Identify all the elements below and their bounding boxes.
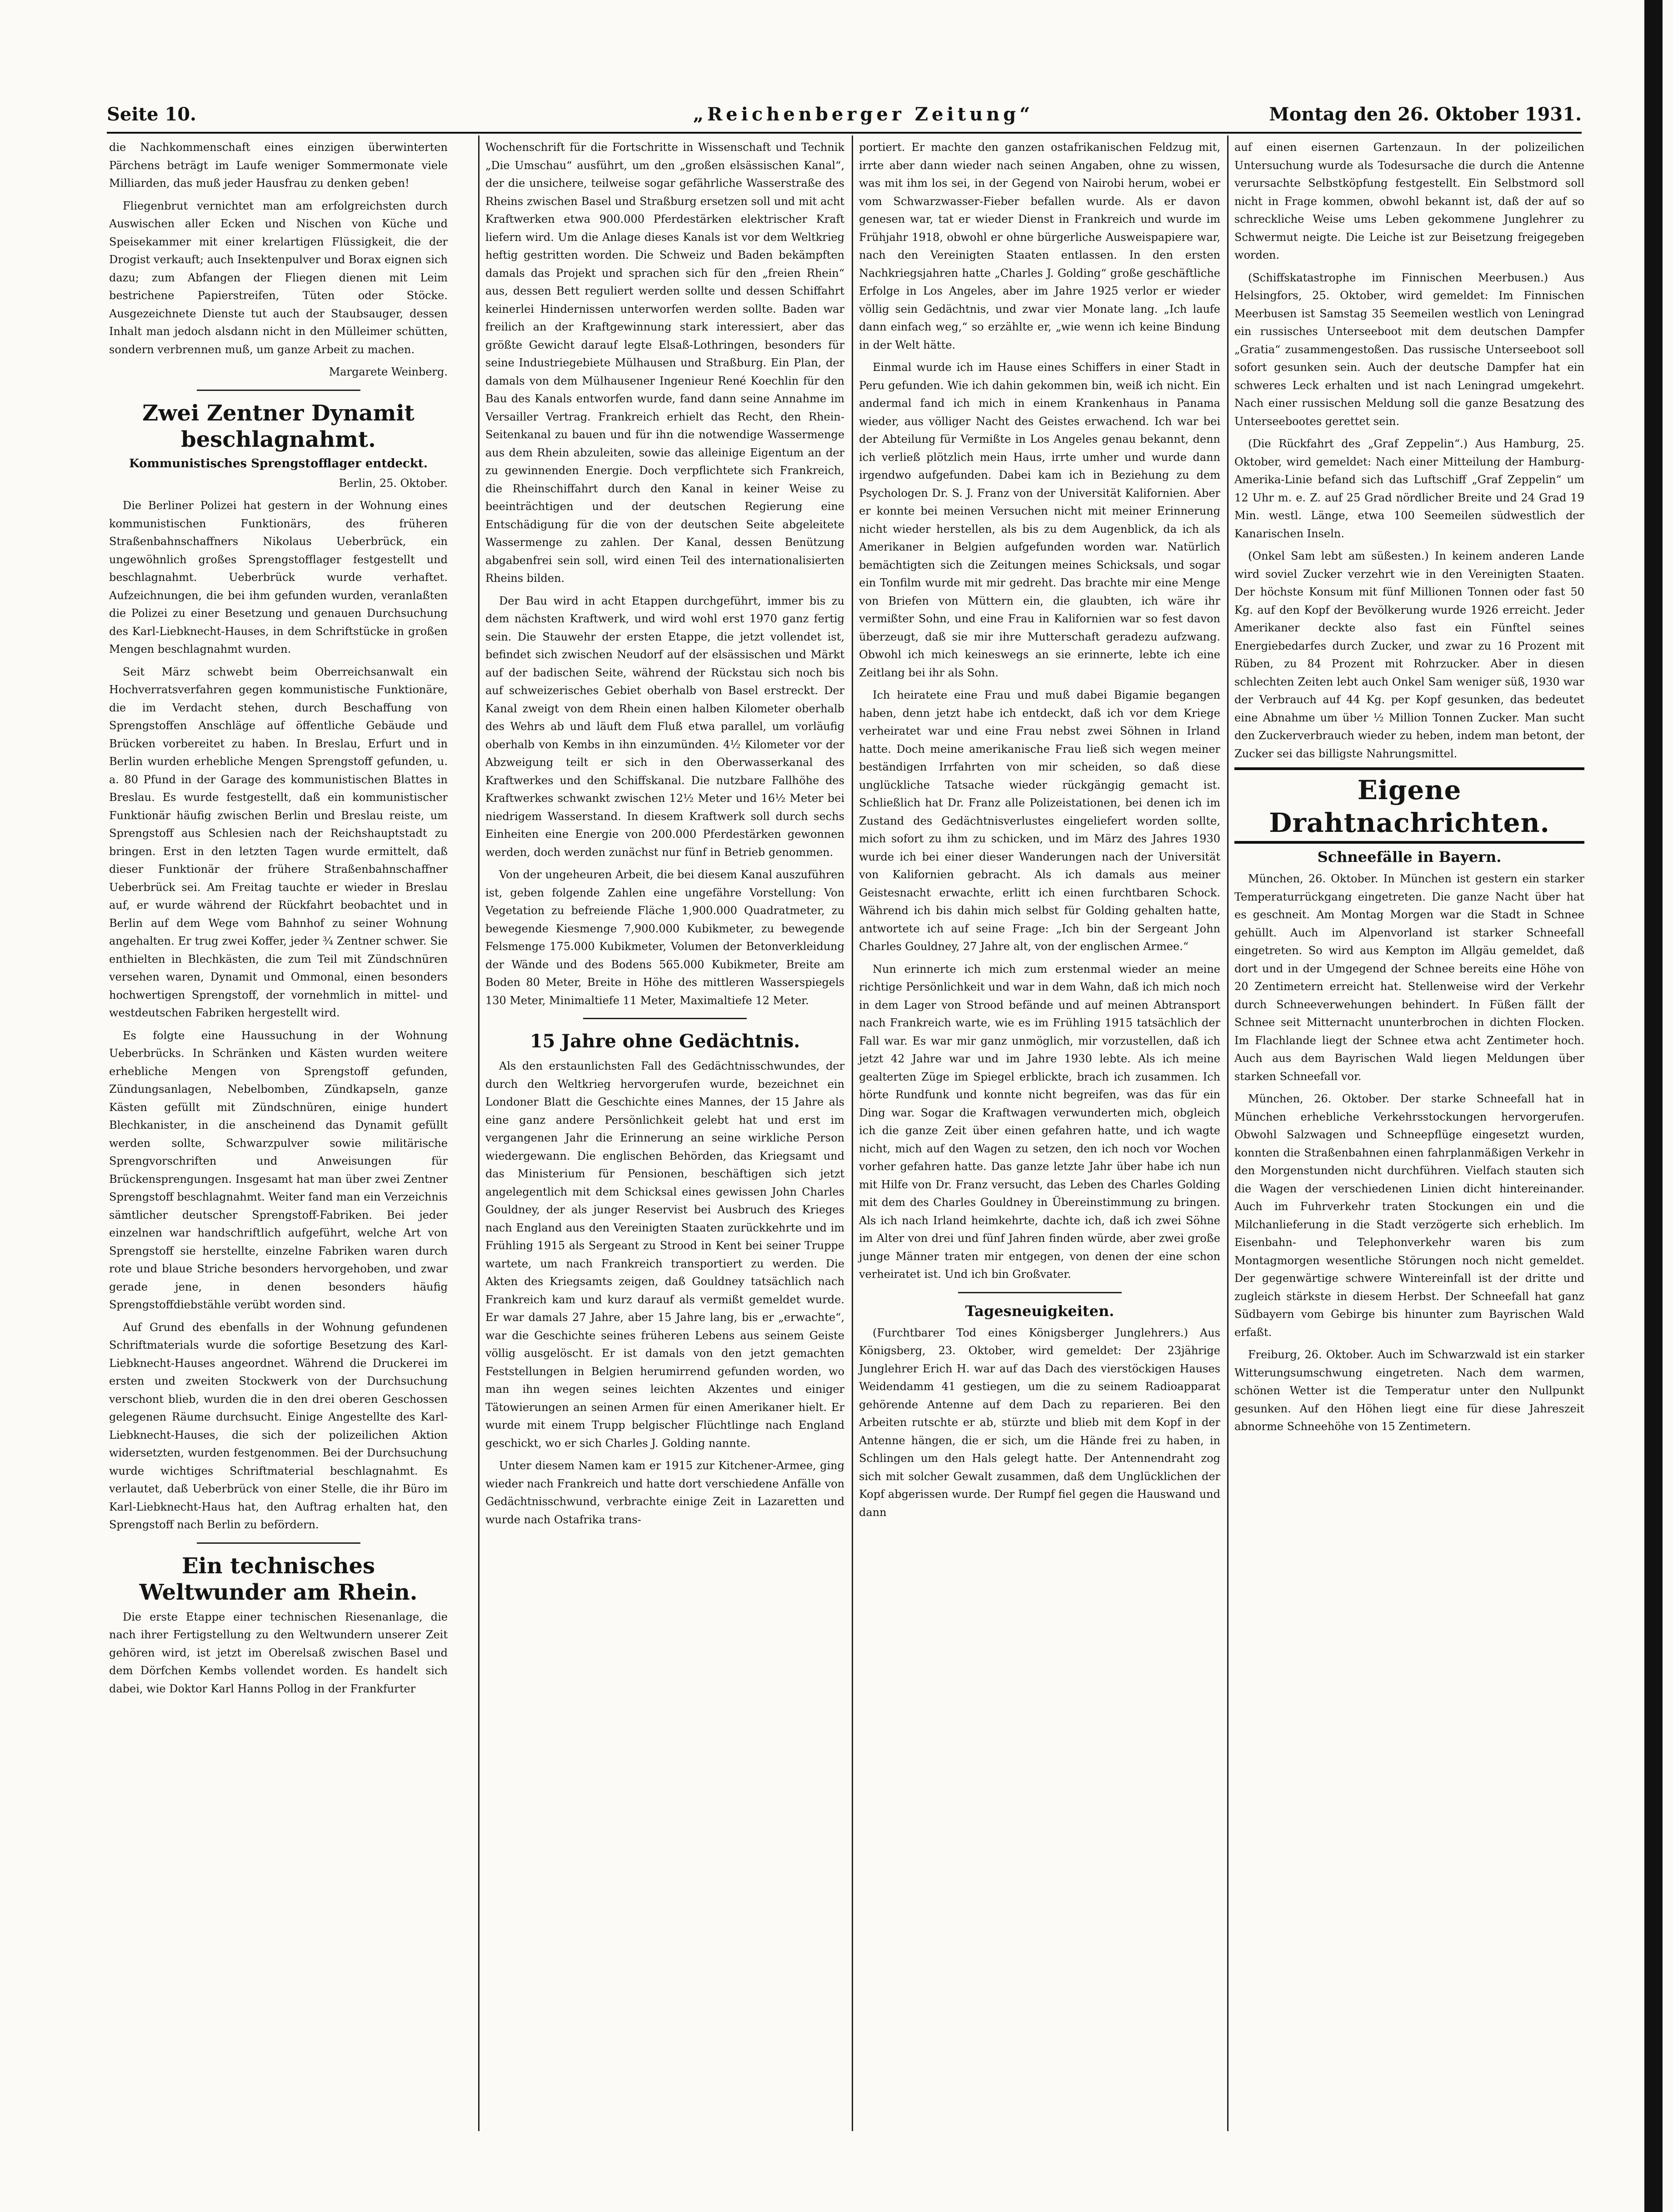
paragraph: (Die Rückfahrt des „Graf Zeppelin“.) Aus Hamburg, 25. Oktober, wird gemeldet: Nach einer Mitteilung der Hamburg-Amerika-Linie befand sich das Luftschiff „Graf Zeppelin“ um 12 Uhr m. e. Z. auf 25 Grad nördlicher Breite und 24 Grad 19 Min. westl. Länge, etwa 100 Seemeilen südwestlich der Kanarischen Inseln. [1234,437,1584,540]
paragraph: Nun erinnerte ich mich zum erstenmal wieder an meine richtige Persönlichkeit und war in dem Wahn, daß ich mich noch in dem Lager von Strood befände und auf meinen Abtransport nach Frankreich warte, wie es im Frühling 1915 tatsächlich der Fall war. Es war mir ganz unmöglich, mir vorzustellen, daß ich jetzt 42 Jahre war und im Jahre 1930 lebte. Als ich meine gealterten Züge im Spiegel erblickte, brach ich zusammen. Ich hörte Rundfunk und konnte nicht begreifen, was das für ein Ding war. Sogar die Kraftwagen verwunderten mich, obgleich ich die ganze Zeit über einen gefahren hatte, und ich wagte nicht, mich auf den Wagen zu setzen, den ich noch vor Wochen vorher gefahren hatte. Das ganze letzte Jahr über habe ich nun mit Hilfe von Dr. Franz versucht, das Leben des Charles Golding mit dem des Charles Gouldney in Übereinstimmung zu bringen. Als ich nach Irland heimkehrte, dachte ich, daß ich zwei Söhne im Alter von drei und fünf Jahren finden würde, aber zwei große junge Männer traten mir entgegen, von denen der eine schon verheiratet ist. Und ich bin Großvater. [859,962,1220,1281]
paragraph: Die erste Etappe einer technischen Riesenanlage, die nach ihrer Fertigstellung zu den Weltwundern unserer Zeit gehören wird, ist jetzt im Oberelsaß zwischen Basel und dem Dörfchen Kembs vollendet worden. Es handelt sich dabei, wie Doktor Karl Hanns Pollog in der Frankfurter [109,1610,448,1695]
paragraph: die Nachkommenschaft eines einzigen überwinterten Pärchens beträgt im Laufe weniger Sommermonate viele Milliarden, das muß jeder Hausfrau zu denken geben! [109,141,448,190]
divider [958,1292,1122,1293]
newspaper-title: „Reichenberger Zeitung“ [693,104,1034,125]
column-3 [859,139,1220,1526]
column-4 [1234,139,1584,1441]
author-signature: Margarete Weinberg. [329,365,448,378]
paragraph: Freiburg, 26. Oktober. Auch im Schwarzwald ist ein starker Witterungsumschwung eingetreten. Nach dem warmen, schönen Wetter ist die Temperatur unter den Nullpunkt gesunken. Auf den Höhen liegt eine für diese Jahreszeit abnorme Schneehöhe von 15 Zentimetern. [1234,1348,1584,1433]
paragraph: München, 26. Oktober. In München ist gestern ein starker Temperaturrückgang eingetreten. Die ganze Nacht über hat es geschneit. Am Montag Morgen war die Stadt in Schnee gehüllt. Auch im Alpenvorland ist starker Schneefall eingetreten. So wird aus Kempton im Allgäu gemeldet, daß dort und in der Umgegend der Schnee bereits eine Höhe von 20 Zentimetern erreicht hat. Stellenweise wird der Verkehr durch Schneeverwehungen behindert. In Füßen fällt der Schnee seit Mitternacht ununterbrochen in dichten Flocken. Im Flachlande liegt der Schnee etwa acht Zentimeter hoch. Auch aus dem Bayrischen Wald liegen Meldungen über starken Schneefall vor. [1234,872,1584,1083]
paragraph: Wochenschrift für die Fortschritte in Wissenschaft und Technik „Die Umschau“ ausführt, um den „großen elsässischen Kanal“, der die unsichere, teilweise sogar gefährliche Wasserstraße des Rheins zwischen Basel und Straßburg ersetzen soll und mit acht Kraftwerken etwa 900.000 Pferdestärken elektrischer Kraft liefern wird. Um die Anlage dieses Kanals ist vor dem Weltkrieg heftig gestritten worden. Die Schweiz und Baden bekämpften damals das Projekt und sprachen sich für den „freien Rhein“ aus, dessen Bett reguliert werden sollte und dessen Schiffahrt keinerlei Hindernissen unterworfen werden sollte. Baden war freilich an der Kraftgewinnung stark interessiert, aber das größte Gewicht darauf legte Elsaß-Lothringen, besonders für seine Industriegebiete Mülhausen und Straßburg. Ein Plan, der damals von dem Mülhausener Ingenieur René Koechlin für den Bau des Kanals entworfen wurde, fand dann seine Annahme im Versailler Vertrag. Frankreich erhielt das Recht, den Rhein-Seitenkanal zu bauen und für ihn die notwendige Wassermenge aus dem Rhein abzuleiten, sowie das alleinige Eigentum an der zu gewinnenden Energie. Doch verpflichtete sich Frankreich, die Rheinschiffahrt durch den Kanal in keiner Weise zu beeinträchtigen und der deutschen Regierung eine Entschädigung für die von der deutschen Seite abgeleitete Wassermenge zu zahlen. Der Kanal, dessen Benützung abgabenfrei sein soll, wird einen Teil des internationalisierten Rheins bilden. [485,141,844,585]
article-subheadline: Kommunistisches Sprengstofflager entdeckt. [129,456,428,470]
paragraph: Seit März schwebt beim Oberreichsanwalt ein Hochverratsverfahren gegen kommunistische Funktionäre, die im Verdacht stehen, durch Beschaffung von Sprengstoffen Anschläge auf öffentliche Gebäude und Brücken vorbereitet zu haben. In Breslau, Erfurt und in Berlin wurden erhebliche Mengen Sprengstoff gefunden, u. a. 80 Pfund in der Garage des kommunistischen Blattes in Breslau. Es wurde festgestellt, daß ein kommunistischer Funktionär häufig zwischen Berlin und Breslau reiste, um Sprengstoff aus Schlesien nach der Reichshauptstadt zu bringen. Erst in den letzten Tagen wurde ermittelt, daß dieser Funktionär der frühere Straßenbahnschaffner Ueberbrück sei. Am Freitag tauchte er wieder in Breslau auf, er wurde während der Rückfahrt beobachtet und in Berlin auf dem Wege vom Bahnhof zu seiner Wohnung angehalten. Er trug zwei Koffer, jeder ¾ Zentner schwer. Sie enthielten in Blechkästen, die zum Teil mit Zündschnüren versehen waren, Dynamit und Ommonal, einen besonders hochwertigen Sprengstoff, der vornehmlich in mittel- und westdeutschen Fabriken hergestellt wird. [109,665,448,1019]
article-headline: Zwei Zentner Dynamit beschlagnahmt. [142,400,415,452]
banner-rule [1234,841,1584,844]
article-headline: Schneefälle in Bayern. [1317,848,1502,866]
column-rule [478,135,479,2131]
paragraph: Als den erstaunlichsten Fall des Gedächtnisschwundes, der durch den Weltkrieg hervorgerufen wurde, bezeichnet ein Londoner Blatt die Geschichte eines Mannes, der 15 Jahre als eine ganz andere Persönlichkeit gelebt hat und erst im vergangenen Jahr die Erinnerung an seine wirkliche Person wiedergewann. Die englischen Behörden, das Kriegsamt und das Ministerium für Pensionen, beschäftigen sich jetzt angelegentlich mit dem Schicksal eines gewissen John Charles Gouldney, der als junger Reservist bei Ausbruch des Krieges nach England aus den Vereinigten Staaten zurückkehrte und im Frühling 1915 als Sergeant zu Strood in Kent bei seiner Truppe wartete, um nach Frankreich transportiert zu werden. Die Akten des Kriegsamts zeigen, daß Gouldney tatsächlich nach Frankreich kam und kurz darauf als vermißt gemeldet wurde. Er war damals 27 Jahre, aber 15 Jahre lang, bis er „erwachte“, war die Geschichte seines früheren Lebens aus seinem Geiste völlig ausgelöscht. Er ist damals von den jetzt gemachten Feststellungen in Belgien herumirrend gefunden worden, wo man ihn wegen seines leichten Akzentes und einiger Tätowierungen an seinen Armen für einen Amerikaner hielt. Er wurde mit einem Trupp belgischer Flüchtlinge nach England geschickt, wo er sich Charles J. Golding nannte. [485,1060,844,1450]
paragraph: Auf Grund des ebenfalls in der Wohnung gefundenen Schriftmaterials wurde die sofortige Besetzung des Karl-Liebknecht-Hauses angeordnet. Während die Druckerei im ersten und zweiten Stockwerk von der Durchsuchung verschont blieb, wurden die in den drei oberen Geschossen gelegenen Räume durchsucht. Einige Angestellte des Karl-Liebknecht-Hauses, die sich der polizeilichen Aktion widersetzten, wurden festgenommen. Bei der Durchsuchung wurde wichtiges Schriftmaterial beschlagnahmt. Es verlautet, daß Ueberbrück von einer Stelle, die ihr Büro im Karl-Liebknecht-Haus hat, den Auftrag erhalten hat, den Sprengstoff nach Berlin zu befördern. [109,1321,448,1531]
paragraph: Die Berliner Polizei hat gestern in der Wohnung eines kommunistischen Funktionärs, des früheren Straßenbahnschaffners Nikolaus Ueberbrück, ein ungewöhnlich großes Sprengstofflager festgestellt und beschlagnahmt. Ueberbrück wurde verhaftet. Aufzeichnungen, die bei ihm gefunden wurden, veranlaßten die Polizei zu einer Besetzung und genauen Durchsuchung des Karl-Liebknecht-Hauses, in dem Schriftstücke in großen Mengen beschlagnahmt wurden. [109,499,448,656]
page-header [107,104,1582,135]
paragraph: Von der ungeheuren Arbeit, die bei diesem Kanal auszuführen ist, geben folgende Zahlen eine ungefähre Vorstellung: Von Vegetation zu befreiende Fläche 1,900.000 Quadratmeter, zu bewegende Kiesmenge 7,900.000 Kubikmeter, zu bewegende Felsmenge 175.000 Kubikmeter, Volumen der Betonverkleidung der Wände und des Bodens 565.000 Kubikmeter, Breite am Boden 80 Meter, Breite in Höhe des mittleren Wasserspiegels 130 Meter, Minimaltiefe 11 Meter, Maximaltiefe 12 Meter. [485,868,844,1007]
paragraph: Ich heiratete eine Frau und muß dabei Bigamie begangen haben, denn jetzt habe ich entdeckt, daß ich vor dem Kriege verheiratet war und eine Frau nebst zwei Söhnen in Irland hatte. Doch meine amerikanische Frau ließ sich wegen meiner beständigen Irrfahrten von mir scheiden, so daß diese unglückliche Tatsache wieder rückgängig gemacht ist. Schließlich hat Dr. Franz alle Polizeistationen, bei denen ich im Zustand des Gedächtnisverlustes eingeliefert worden sollte, mich sofort zu ihm zu schicken, und im März des Jahres 1930 wurde ich bei einer dieser Wanderungen nach der Universität von Kalifornien gebracht. Als ich damals aus meiner Geistesnacht erwachte, erlitt ich einen furchtbaren Schock. Während ich bis dahin mich selbst für Golding gehalten hatte, antwortete ich auf seine Frage: „Ich bin der Sergeant John Charles Gouldney, 27 Jahre alt, von der englischen Armee.“ [859,689,1220,953]
column-rule [1227,135,1229,2131]
paragraph: (Schiffskatastrophe im Finnischen Meerbusen.) Aus Helsingfors, 25. Oktober, wird gemeldet: Im Finnischen Meerbusen ist Samstag 35 Seemeilen westlich von Leningrad ein russisches Unterseeboot mit dem deutschen Dampfer „Gratia“ zusammengestoßen. Das russische Unterseeboot soll sofort gesunken sein. Auch der deutsche Dampfer hat ein schweres Leck erhalten und ist nach Leningrad umgekehrt. Nach einer russischen Meldung soll die ganze Besatzung des Unterseebootes gerettet sein. [1234,271,1584,428]
banner-rule [1234,767,1584,770]
article-headline: 15 Jahre ohne Gedächtnis. [529,1031,800,1052]
paragraph: Der Bau wird in acht Etappen durchgeführt, immer bis zu dem nächsten Kraftwerk, und wird wohl erst 1970 ganz fertig sein. Die Stauwehr der ersten Etappe, die jetzt vollendet ist, befindet sich zwischen Neudorf auf der elsässischen und Märkt auf der badischen Seite, während der Rückstau sich noch bis auf schweizerisches Gebiet oberhalb von Basel erstreckt. Der Kanal zweigt von dem Rhein einen halben Kilometer oberhalb des Wehrs ab und läuft dem Fluß etwa parallel, um vorläufig oberhalb von Kembs in ihn einzumünden. 4½ Kilometer vor der Abzweigung teilt er sich in den Oberwasserkanal des Kraftwerkes und den Schiffskanal. Die nutzbare Fallhöhe des Kraftwerkes schwankt zwischen 12½ Meter und 16½ Meter bei niedrigem Wasserstand. In diesem Kraftwerk soll durch sechs Einheiten eine Energie von 200.000 Pferdestärken gewonnen werden, doch werden zunächst nur fünf in Betrieb genommen. [485,594,844,859]
divider [583,1018,747,1019]
paragraph: portiert. Er machte den ganzen ostafrikanischen Feldzug mit, irrte aber dann wieder nach seinen Angaben, ohne zu wissen, was mit ihm los sei, in der Gegend von Nairobi herum, wobei er vom Schwarzwasser-Fieber befallen wurde. Als er davon genesen war, tat er wieder Dienst in Frankreich und wurde im Frühjahr 1918, obwohl er ohne bürgerliche Ausweispapiere war, nach den Vereinigten Staaten entlassen. In den ersten Nachkriegsjahren hatte „Charles J. Golding“ große geschäftliche Erfolge in Los Angeles, aber im Jahre 1925 verlor er wieder völlig sein Gedächtnis, und zwar vier Monate lang. „Ich laufe dann einfach weg,“ so erzählte er, „wie wenn ich keine Bindung in der Welt hätte. [859,141,1220,351]
column-2 [485,139,844,1533]
divider [197,1542,360,1544]
column-1 [109,139,448,1702]
article-headline: Ein technisches Weltwunder am Rhein. [139,1553,418,1605]
paragraph: Einmal wurde ich im Hause eines Schiffers in einer Stadt in Peru gefunden. Wie ich dahin gekommen bin, weiß ich nicht. Ein andermal fand ich mich in einem Krankenhaus in Panama wieder, aus völliger Nacht des Geistes erwachend. Ich war bei der Abteilung für Vermißte in Los Angeles genau bekannt, denn ich verließ plötzlich mein Haus, irrte umher und wurde dann irgendwo aufgefunden. Dabei kam ich in Beziehung zu dem Psychologen Dr. S. J. Franz von der Universität Kalifornien. Aber er konnte bei meinen Versuchen nicht mit meiner Erinnerung nicht wieder herstellen, als bis zu dem Augenblick, da ich als Amerikaner in Belgien aufgefunden worden war. Natürlich bemächtigten sich die Zeitungen meines Schicksals, und sogar ein Tonfilm wurde mit mir gedreht. Das brachte mir eine Menge von Briefen von Müttern ein, die glaubten, ich wäre ihr vermißter Sohn, und eine Frau in Kalifornien war so fest davon überzeugt, daß sie mir ihre Mutterschaft geradezu aufzwang. Obwohl ich mich keineswegs an sie erinnerte, lebte ich eine Zeitlang bei ihr als Sohn. [859,361,1220,679]
section-headline: Tagesneuigkeiten. [965,1302,1114,1320]
paragraph: Unter diesem Namen kam er 1915 zur Kitchener-Armee, ging wieder nach Frankreich und hatte dort verschiedene Anfälle von Gedächtnisschwund, verbrachte einige Zeit in Lazaretten und wurde nach Ostafrika trans- [485,1459,844,1526]
paragraph: München, 26. Oktober. Der starke Schneefall hat in München erhebliche Verkehrsstockungen hervorgerufen. Obwohl Salzwagen und Schneepflüge eingesetzt wurden, konnten die Straßenbahnen einen fahrplanmäßigen Verkehr in den Morgenstunden nicht durchführen. Vielfach stauten sich die Wagen der verschiedenen Linien dicht hintereinander. Auch im Fuhrverkehr traten Stockungen ein und die Milchanlieferung in die Stadt verzögerte sich erheblich. Im Eisenbahn- und Telephonverkehr waren bis zum Montagmorgen wesentliche Störungen noch nicht gemeldet. Der gegenwärtige schwere Wintereinfall ist der dritte und zugleich stärkste in diesem Herbst. Der Schneefall hat ganz Südbayern vom Gebirge bis hinunter zum Bayrischen Wald erfaßt. [1234,1092,1584,1339]
divider [197,390,360,391]
paragraph: Es folgte eine Haussuchung in der Wohnung Ueberbrücks. In Schränken und Kästen wurden weitere erhebliche Mengen von Sprengstoff gefunden, Zündungsanlagen, Nebelbomben, Zündkapseln, ganze Kästen gefüllt mit Zündschnüren, einige hundert Blechkanister, in die anscheinend das Dynamit gefüllt werden sollte, Schwarzpulver sowie militärische Sprengvorschriften und Anweisungen für Brückensprengungen. Insgesamt hat man über zwei Zentner Sprengstoff beschlagnahmt. Weiter fand man ein Verzeichnis sämtlicher deutscher Sprengstoff-Fabriken. Bei jeder einzelnen war handschriftlich aufgeführt, welche Art von Sprengstoff sie herstellte, einzelne Fabriken waren durch rote und blaue Striche besonders hervorgehoben, und zwar gerade jene, in denen besonders häufig Sprengstoffdiebstähle verübt worden sind. [109,1029,448,1311]
paragraph: (Furchtbarer Tod eines Königsberger Junglehrers.) Aus Königsberg, 23. Oktober, wird gemeldet: Der 23jährige Junglehrer Erich H. war auf das Dach des vierstöckigen Hauses Weidendamm 41 gestiegen, um die zu seinem Radioapparat gehörende Antenne auf dem Dach zu reparieren. Bei den Arbeiten rutschte er ab, stürzte und blieb mit dem Kopf in der Antenne hängen, die er sich, um die Hände frei zu haben, in Schlingen um den Hals gelegt hatte. Der Antennendraht zog sich mit solcher Gewalt zusammen, daß dem Unglücklichen der Kopf abgerissen wurde. Der Rumpf fiel gegen die Hauswand und dann [859,1326,1220,1519]
column-rule [852,135,853,2131]
header-rule [107,132,1582,134]
paragraph: auf einen eisernen Gartenzaun. In der polizeilichen Untersuchung wurde als Todesursache die durch die Antenne verursachte Selbstköpfung festgestellt. Ein Selbstmord soll nicht in Frage kommen, obwohl bekannt ist, daß der auf so schreckliche Weise ums Leben gekommene Junglehrer zu Schwermut neigte. Die Leiche ist zur Beisetzung freigegeben worden. [1234,141,1584,261]
scan-border [1644,0,1663,2212]
paragraph: (Onkel Sam lebt am süßesten.) In keinem anderen Lande wird soviel Zucker verzehrt wie in den Vereinigten Staaten. Der höchste Konsum mit fünf Millionen Tonnen oder fast 50 Kg. auf den Kopf der Bevölkerung wurde 1926 erreicht. Jeder Amerikaner deckte also fast ein Fünftel seines Energiebedarfes durch Zucker, und zwar zu 16 Prozent mit Rüben, zu 84 Prozent mit Rohrzucker. Aber in diesen schlechten Zeiten lebt auch Onkel Sam weniger süß, 1930 war der Verbrauch auf 44 Kg. per Kopf gesunken, das bedeutet eine Abnahme um über ½ Million Tonnen Zucker. Man sucht den Zuckerverbrauch wieder zu heben, indem man betont, der Zucker sei das billigste Nahrungsmittel. [1234,550,1584,760]
section-banner: Eigene Drahtnachrichten. [1269,775,1550,838]
issue-date: Montag den 26. Oktober 1931. [1269,104,1582,125]
paragraph: Fliegenbrut vernichtet man am erfolgreichsten durch Auswischen aller Ecken und Nischen von Küche und Speisekammer mit einer krelartigen Flüssigkeit, die der Drogist verkauft; auch Insektenpulver und Borax eignen sich dazu; zum Abfangen der Fliegen dienen mit Leim bestrichene Papierstreifen, Tüten oder Stöcke. Ausgezeichnete Dienste tut auch der Staubsauger, dessen Inhalt man jedoch alsdann nicht in den Mülleimer schütten, sondern verbrennen muß, um ganze Arbeit zu machen. [109,199,448,356]
dateline: Berlin, 25. Oktober. [339,476,448,490]
page-number: Seite 10. [107,104,196,125]
